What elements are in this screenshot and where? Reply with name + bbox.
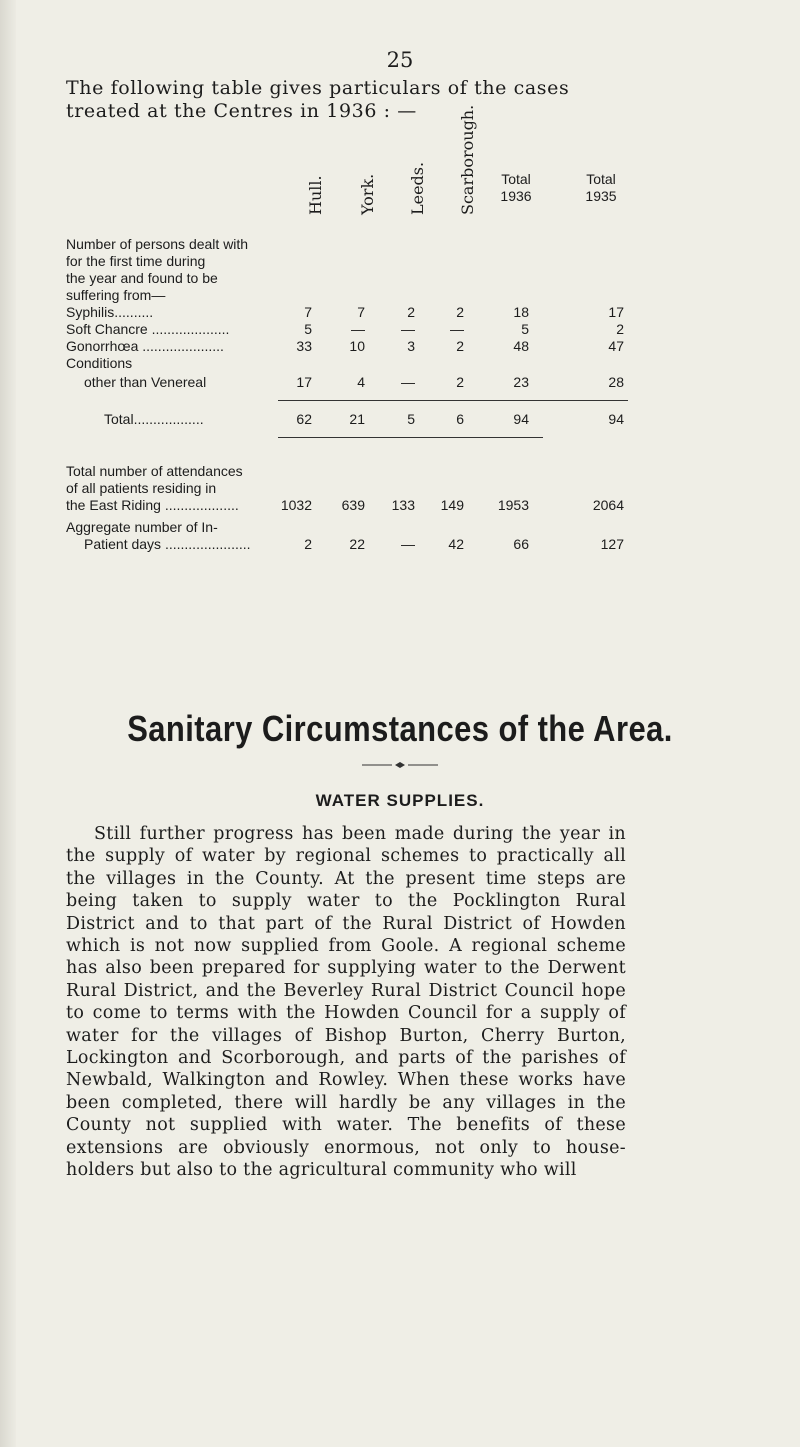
cell: — bbox=[351, 321, 365, 337]
cell: 22 bbox=[349, 536, 365, 552]
cell: 5 bbox=[407, 411, 415, 427]
cell: 1032 bbox=[280, 497, 312, 513]
cell: 33 bbox=[296, 338, 312, 354]
ornament-divider-icon bbox=[362, 761, 438, 769]
cell: 62 bbox=[296, 411, 312, 427]
cell: 7 bbox=[304, 304, 312, 320]
cell: 2 bbox=[407, 304, 415, 320]
cell: 48 bbox=[513, 338, 529, 354]
column-header-york: York. bbox=[358, 173, 377, 215]
attendances-label-line: Total number of attendances bbox=[66, 463, 243, 479]
cell: 127 bbox=[600, 536, 624, 552]
cell: 17 bbox=[296, 374, 312, 390]
cell: 42 bbox=[448, 536, 464, 552]
attendances-label-line: the East Riding ................... bbox=[66, 497, 239, 513]
page-binding-edge bbox=[0, 0, 16, 1447]
cell: 21 bbox=[349, 411, 365, 427]
cell: — bbox=[401, 321, 415, 337]
subheading-water-supplies: WATER SUPPLIES. bbox=[315, 791, 485, 810]
cell: 4 bbox=[357, 374, 365, 390]
cell: 2 bbox=[456, 304, 464, 320]
cell: 7 bbox=[357, 304, 365, 320]
inpatient-label-line: Aggregate number of In- bbox=[66, 519, 218, 535]
row-label-soft-chancre: Soft Chancre .................... bbox=[66, 321, 230, 337]
cell: 17 bbox=[608, 304, 624, 320]
section-label-line: for the first time during bbox=[66, 253, 206, 269]
cell: 94 bbox=[513, 411, 529, 427]
cell: — bbox=[401, 374, 415, 390]
section-heading: Sanitary Circumstances of the Area. bbox=[127, 708, 673, 749]
cell: 149 bbox=[440, 497, 464, 513]
inpatient-label-line: Patient days ...................... bbox=[84, 536, 251, 552]
cell: 639 bbox=[341, 497, 365, 513]
cell: 28 bbox=[608, 374, 624, 390]
column-header-total-1935: Total 1935 bbox=[585, 171, 617, 204]
row-label-other-than-venereal: other than Venereal bbox=[84, 374, 207, 390]
cell: 2 bbox=[616, 321, 624, 337]
cell: 94 bbox=[608, 411, 624, 427]
cell: 6 bbox=[456, 411, 464, 427]
cell: 5 bbox=[304, 321, 312, 337]
cell: 1953 bbox=[497, 497, 529, 513]
row-label-total: Total.................. bbox=[104, 411, 204, 427]
column-header-total-1936: Total 1936 bbox=[500, 171, 532, 204]
column-header-hull: Hull. bbox=[306, 175, 325, 215]
section-label-line: the year and found to be bbox=[66, 270, 218, 286]
section-label-line: Number of persons dealt with bbox=[66, 236, 249, 252]
cell: 2 bbox=[456, 338, 464, 354]
cell: 10 bbox=[349, 338, 365, 354]
column-header-scarborough: Scarborough. bbox=[458, 104, 477, 215]
row-label-syphilis: Syphilis.......... bbox=[66, 304, 154, 320]
cell: 2 bbox=[304, 536, 312, 552]
section-label-line: suffering from— bbox=[66, 287, 166, 303]
cell: — bbox=[401, 536, 415, 552]
rule-above-total bbox=[278, 400, 628, 401]
cell: 47 bbox=[608, 338, 624, 354]
cell: 5 bbox=[521, 321, 529, 337]
cell: 2064 bbox=[592, 497, 624, 513]
cell: 23 bbox=[513, 374, 529, 390]
cell: 66 bbox=[513, 536, 529, 552]
rule-below-total bbox=[278, 437, 543, 438]
row-label-conditions: Conditions bbox=[66, 355, 133, 371]
page-number: 25 bbox=[386, 48, 414, 72]
cell: 2 bbox=[456, 374, 464, 390]
intro-text: The following table gives particulars of the cases treated at the Centres in 1936 : — bbox=[66, 77, 570, 122]
cell: 18 bbox=[513, 304, 529, 320]
body-paragraph: Still further progress has been made during the year in the supply of water by regional schemes to practically all the villages in the County. At the present time steps are being taken to supply water to the Pocklington Rural District and to that part of the Rural District of Howden which is not now supplied from Goole. A regional scheme has also been prepared for supplying water to the Derwent Rural District, and the Beverley Rural District Council hope to come to terms with the Howden Council for a supply of water for the villages of Bishop Burton, Cherry Burton, Lockington and Scorborough, and parts of the parishes of Newbald, Walkington and Rowley. When these works have been completed, there will hardly be any villages in the County not supplied with water. The benefits of these extensions are obviously enormous, not only to house-holders but also to the agricultural community who will bbox=[66, 824, 626, 1181]
column-header-leeds: Leeds. bbox=[408, 161, 427, 215]
row-label-gonorrhoea: Gonorrhœa ..................... bbox=[66, 338, 224, 354]
cell: — bbox=[450, 321, 464, 337]
cell: 3 bbox=[407, 338, 415, 354]
cell: 133 bbox=[391, 497, 415, 513]
attendances-label-line: of all patients residing in bbox=[66, 480, 217, 496]
